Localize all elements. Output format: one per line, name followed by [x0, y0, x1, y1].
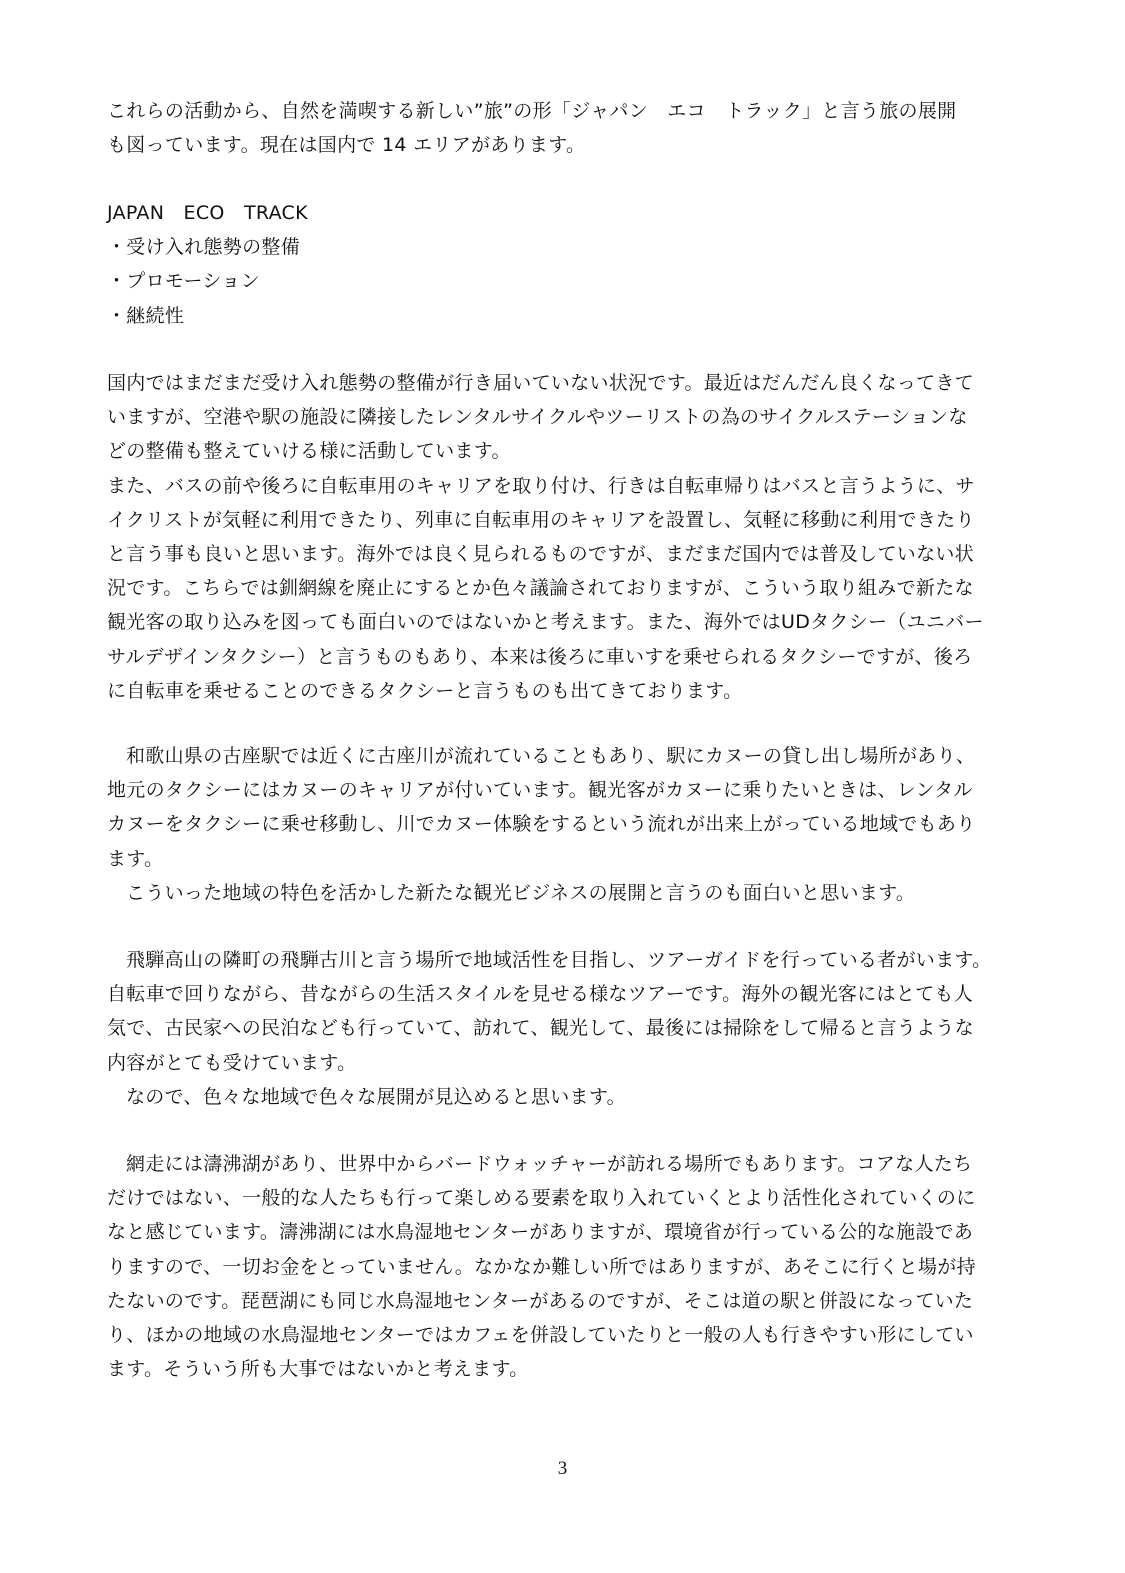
paragraph-intro [107, 94, 1017, 162]
text-line: なと感じています。濤沸湖には水鳥湿地センターがありますが、環境省が行っている公的な施設であ [107, 1221, 974, 1244]
text-line: なので、色々な地域で色々な展開が見込めると思います。 [126, 1085, 626, 1108]
text-line: サルデザインタクシー）と言うものもあり、本来は後ろに車いすを乗せられるタクシーですが、後ろ [107, 645, 973, 668]
list-item: ・プロモーション [107, 270, 260, 293]
text-line: また、バスの前や後ろに自転車用のキャリアを取り付け、行きは自転車帰りはバスと言うように、サ [107, 474, 975, 497]
text-line: 観光客の取り込みを図っても面白いのではないかと考えます。また、海外ではUDタクシー（ユニバー [107, 611, 984, 634]
section-heading: JAPAN ECO TRACK [107, 202, 308, 224]
paragraph-wakayama [107, 739, 1017, 910]
text-line: いますが、空港や駅の施設に隣接したレンタルサイクルやツーリストの為のサイクルステーションな [107, 406, 968, 429]
text-line: こういった地域の特色を活かした新たな観光ビジネスの展開と言うのも面白いと思います。 [126, 881, 916, 904]
text-line: 国内ではまだまだ受け入れ態勢の整備が行き届いていない状況です。最近はだんだん良くなってきて [107, 372, 974, 394]
text-line: に自転車を乗せることのできるタクシーと言うものも出てきております。 [107, 679, 743, 702]
text-line: り、ほかの地域の水鳥湿地センターではカフェを併設していたりと一般の人も行きやすい形にしてい [107, 1323, 974, 1346]
list-item: ・受け入れ態勢の整備 [107, 236, 301, 259]
text-line: これらの活動から、自然を満喫する新しい”旅”の形「ジャパン エコ トラック」と言う旅の展開 [107, 100, 957, 122]
text-line: 況です。こちらでは釧網線を廃止にするとか色々議論されておりますが、こういう取り組みで新たな [107, 577, 974, 600]
text-line: 飛騨高山の隣町の飛騨古川と言う場所で地域活性を目指し、ツアーガイドを行っている者がいます。 [126, 949, 992, 971]
paragraph-hida [107, 943, 1017, 1114]
text-line: 網走には濤沸湖があり、世界中からバードウォッチャーが訪れる場所でもあります。コアな人たち [126, 1153, 973, 1175]
text-line: 和歌山県の古座駅では近くに古座川が流れていることもあり、駅にカヌーの貸し出し場所があり、 [126, 745, 976, 767]
text-line: 気で、古民家への民泊なども行っていて、訪れて、観光して、最後には掃除をして帰ると言うような [107, 1017, 974, 1040]
paragraph-infrastructure [107, 366, 1017, 708]
paragraph-abashiri [107, 1147, 1017, 1386]
eco-track-section [107, 196, 1017, 333]
text-line: ます。 [107, 847, 164, 870]
text-line: どの整備も整えていける様に活動しています。 [107, 440, 511, 463]
text-line: カヌーをタクシーに乗せ移動し、川でカヌー体験をするという流れが出来上がっている地域でもあり [107, 813, 976, 836]
text-line: りますので、一切お金をとっていません。なかなか難しい所ではありますが、あそこに行くと場が持 [107, 1255, 976, 1278]
text-line: も図っています。現在は国内で 14 エリアがあります。 [107, 134, 586, 157]
text-line: たないのです。琵琶湖にも同じ水鳥湿地センターがあるのですが、そこは道の駅と併設になっていた [107, 1289, 974, 1312]
text-line: 内容がとても受けています。 [107, 1051, 357, 1074]
text-line: だけではない、一般的な人たちも行って楽しめる要素を取り入れていくとより活性化されていくのに [107, 1187, 976, 1210]
text-line: イクリストが気軽に利用できたり、列車に自転車用のキャリアを設置し、気軽に移動に利用できたり [107, 508, 975, 531]
list-item: ・継続性 [107, 304, 185, 327]
page-number: 3 [557, 1458, 568, 1479]
text-line: 地元のタクシーにはカヌーのキャリアが付いています。観光客がカヌーに乗りたいときは、レンタル [107, 779, 973, 802]
text-line: ます。そういう所も大事ではないかと考えます。 [107, 1358, 529, 1381]
text-line: と言う事も良いと思います。海外では良く見られるものですが、まだまだ国内では普及していない状 [107, 542, 974, 565]
text-line: 自転車で回りながら、昔ながらの生活スタイルを見せる様なツアーです。海外の観光客にはとても人 [107, 983, 974, 1006]
